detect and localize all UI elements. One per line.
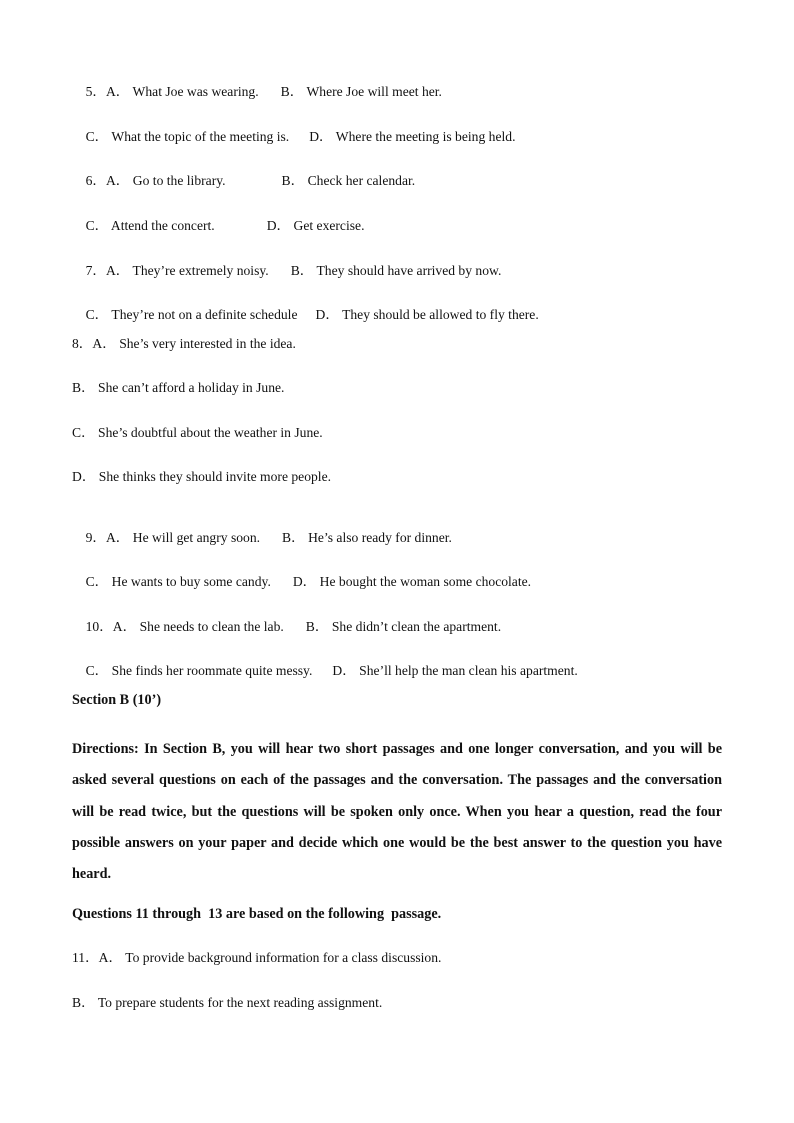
- question-9-row-2: [72, 558, 531, 606]
- question-5-option-b: B． Where Joe will meet her.: [280, 84, 442, 99]
- question-5-option-a: 5．A． What Joe was wearing.: [85, 84, 259, 99]
- question-8-option-b: B． She can’t afford a holiday in June.: [72, 380, 285, 395]
- section-b-title: Section B (10’): [72, 692, 162, 708]
- question-5-option-d: D． Where the meeting is being held.: [309, 129, 516, 144]
- question-7-option-c: C． They’re not on a definite schedule: [85, 307, 298, 322]
- question-8-option-a: 8．A． She’s very interested in the idea.: [72, 336, 296, 351]
- question-6-row-1: [72, 157, 415, 205]
- question-8-option-c: C． She’s doubtful about the weather in June.: [72, 425, 323, 440]
- question-6-option-d: D． Get exercise.: [266, 218, 365, 233]
- question-10-row-1: [72, 603, 501, 651]
- question-7-option-d: D． They should be allowed to fly there.: [315, 307, 539, 322]
- question-group-heading: Questions 11 through 13 are based on the following passage.: [72, 906, 442, 922]
- question-7-option-b: B． They should have arrived by now.: [290, 263, 502, 278]
- question-10-option-c: C． She finds her roommate quite messy.: [85, 663, 313, 678]
- question-10-row-2: [72, 647, 578, 695]
- question-10-option-b: B． She didn’t clean the apartment.: [305, 619, 502, 634]
- question-11-option-a: 11．A． To provide background information for a class discussion.: [72, 950, 442, 965]
- question-9-row-1: [72, 514, 452, 562]
- question-5-row-2: [72, 113, 515, 161]
- question-9-option-d: D． He bought the woman some chocolate.: [292, 574, 532, 589]
- question-8-option-d: D． She thinks they should invite more people.: [72, 469, 332, 484]
- question-7-option-a: 7．A． They’re extremely noisy.: [85, 263, 269, 278]
- question-7-row-1: [72, 247, 501, 295]
- section-b-directions: Directions: In Section B, you will hear two short passages and one longer conversation, and you will be asked several questions on each of the passages and the conversation. The passages and the conversation will be read twice, but the questions will be spoken only once. When you hear a question, read the four possible answers on your paper and decide which one would be the best answer to the question you have heard.: [72, 741, 722, 883]
- question-5-row-1: [72, 68, 442, 116]
- question-6-option-a: 6．A． Go to the library.: [85, 173, 226, 188]
- question-5-option-c: C． What the topic of the meeting is.: [85, 129, 290, 144]
- question-9-option-a: 9．A． He will get angry soon.: [85, 530, 261, 545]
- question-6-option-b: B． Check her calendar.: [281, 173, 416, 188]
- question-10-option-d: D． She’ll help the man clean his apartment.: [332, 663, 578, 678]
- question-9-option-c: C． He wants to buy some candy.: [85, 574, 271, 589]
- question-7-row-2: [72, 291, 539, 339]
- question-9-option-b: B． He’s also ready for dinner.: [282, 530, 452, 545]
- question-11-option-b: B． To prepare students for the next reading assignment.: [72, 995, 383, 1010]
- question-6-option-c: C． Attend the concert.: [85, 218, 215, 233]
- question-6-row-2: [72, 202, 364, 250]
- question-10-option-a: 10．A． She needs to clean the lab.: [85, 619, 284, 634]
